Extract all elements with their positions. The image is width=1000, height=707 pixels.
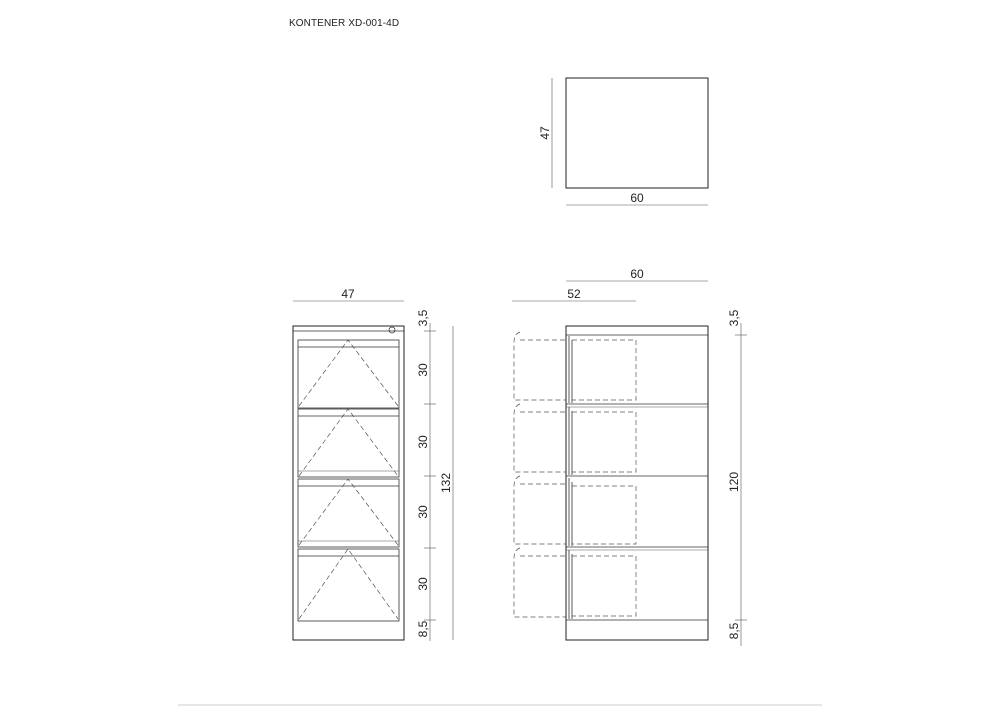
front-drawer-2-label: 30 bbox=[416, 435, 430, 449]
side-drawer-box-4 bbox=[572, 556, 636, 616]
front-view bbox=[293, 287, 453, 641]
top-view bbox=[538, 78, 708, 205]
top-view-outline bbox=[566, 78, 708, 188]
drawer-2-opening-marker bbox=[299, 409, 398, 476]
side-view bbox=[512, 267, 747, 646]
front-view-width-label: 47 bbox=[341, 287, 355, 301]
side-drawer-pullout-1 bbox=[514, 332, 566, 400]
front-view-cabinet-outline bbox=[293, 326, 404, 640]
drawer-4-opening-marker bbox=[299, 549, 398, 619]
side-bottom-label: 8,5 bbox=[727, 622, 741, 640]
side-view-hidden-drawers bbox=[514, 332, 636, 617]
front-view-height-label: 132 bbox=[439, 472, 453, 494]
drawer-3-opening-marker bbox=[299, 479, 398, 545]
side-view-cabinet-outline bbox=[566, 326, 708, 640]
front-view-drawers bbox=[298, 340, 399, 621]
drawer-front-4 bbox=[298, 549, 399, 621]
drawing-title: KONTENER XD-001-4D bbox=[289, 18, 400, 29]
front-top-label: 3,5 bbox=[416, 309, 430, 327]
side-drawer-pullout-2 bbox=[514, 404, 566, 472]
side-view-drawer-depth-label: 52 bbox=[567, 287, 581, 301]
top-view-depth-label: 47 bbox=[538, 126, 552, 140]
drawer-front-2 bbox=[298, 409, 399, 477]
side-drawer-box-1 bbox=[572, 340, 636, 400]
side-drawer-box-2 bbox=[572, 412, 636, 472]
side-view-height-label: 120 bbox=[727, 471, 741, 493]
front-drawer-3-label: 30 bbox=[416, 505, 430, 519]
side-view-height-dimensions bbox=[727, 309, 747, 646]
side-top-label: 3,5 bbox=[727, 309, 741, 327]
top-view-width-label: 60 bbox=[630, 191, 644, 205]
drawer-front-3 bbox=[298, 479, 399, 547]
side-view-width-label: 60 bbox=[630, 267, 644, 281]
drawer-1-opening-marker bbox=[299, 340, 398, 406]
side-drawer-pullout-3 bbox=[514, 476, 566, 544]
front-drawer-1-label: 30 bbox=[416, 363, 430, 377]
front-view-drawer-dimensions bbox=[416, 309, 436, 641]
side-view-drawer-fronts bbox=[569, 336, 572, 619]
front-drawer-4-label: 30 bbox=[416, 577, 430, 591]
front-bottom-label: 8,5 bbox=[416, 620, 430, 638]
side-drawer-pullout-4 bbox=[514, 548, 566, 617]
lock-icon bbox=[389, 327, 395, 333]
drawer-front-1 bbox=[298, 340, 399, 408]
side-drawer-box-3 bbox=[572, 486, 636, 544]
